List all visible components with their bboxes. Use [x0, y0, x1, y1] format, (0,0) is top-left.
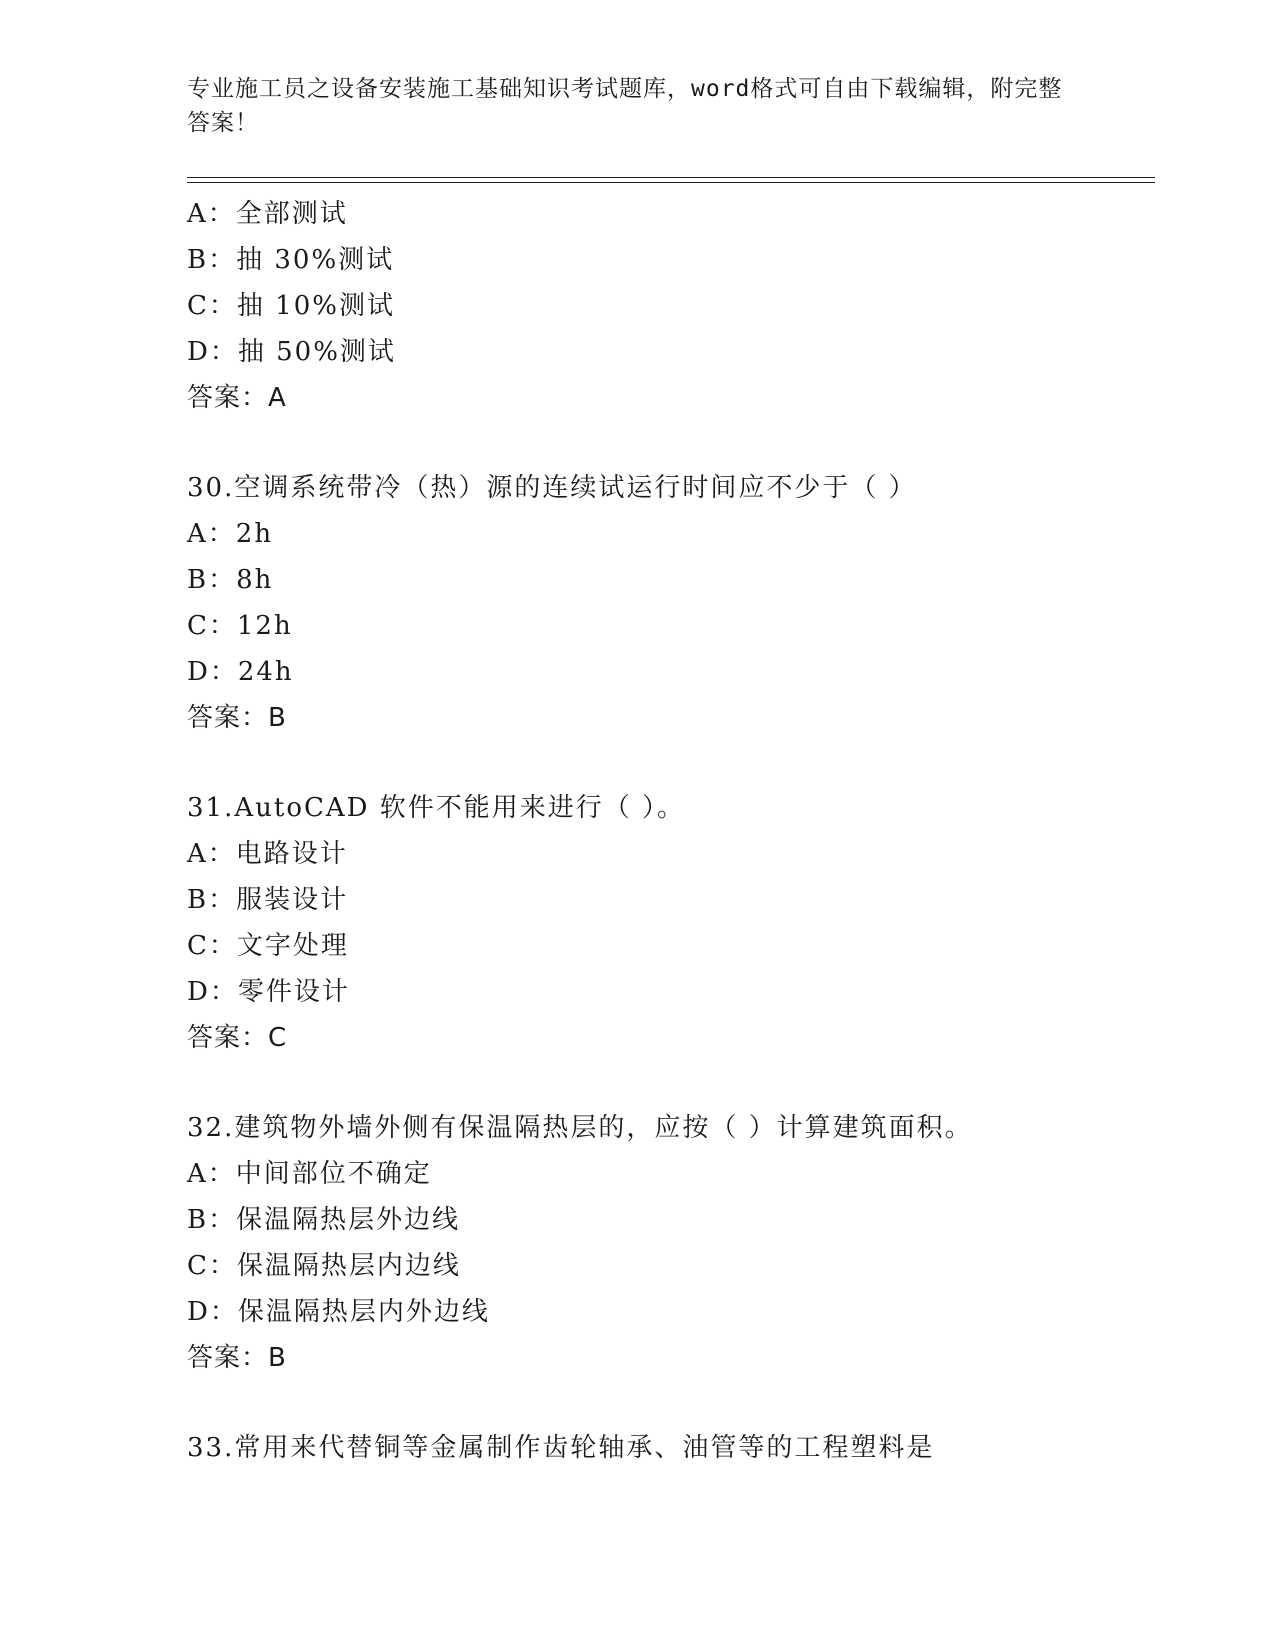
- option-d: D：保温隔热层内外边线: [187, 1297, 490, 1327]
- option-d: D：抽 50%测试: [187, 337, 396, 367]
- option-c: C：12h: [187, 611, 293, 641]
- question-text: 33.常用来代替铜等金属制作齿轮轴承、油管等的工程塑料是: [187, 1433, 935, 1463]
- option-b: B：服装设计: [187, 885, 349, 915]
- option-b: B：8h: [187, 565, 274, 595]
- option-d: D：24h: [187, 657, 294, 687]
- answer-line: 答案：C: [187, 1023, 288, 1053]
- option-a: A：中间部位不确定: [187, 1159, 432, 1189]
- question-block: [187, 1425, 1147, 1471]
- question-list: [187, 191, 1147, 1471]
- question-block: [187, 1105, 1147, 1381]
- question-text: 31.AutoCAD 软件不能用来进行（ ）。: [187, 793, 686, 823]
- question-text: 30.空调系统带冷（热）源的连续试运行时间应不少于（ ）: [187, 473, 917, 503]
- question-text: 32.建筑物外墙外侧有保温隔热层的，应按（ ）计算建筑面积。: [187, 1113, 973, 1143]
- option-d: D：零件设计: [187, 977, 350, 1007]
- question-block: [187, 191, 1147, 421]
- option-c: C：文字处理: [187, 931, 349, 961]
- question-block: [187, 785, 1147, 1061]
- option-c: C：保温隔热层内边线: [187, 1251, 461, 1281]
- option-b: B：保温隔热层外边线: [187, 1205, 461, 1235]
- header-divider-top: [187, 177, 1155, 178]
- option-c: C：抽 10%测试: [187, 291, 395, 321]
- document-intro: 专业施工员之设备安装施工基础知识考试题库，word格式可自由下载编辑，附完整答案！: [187, 76, 1063, 136]
- answer-line: 答案：B: [187, 703, 287, 733]
- answer-line: 答案：B: [187, 1343, 287, 1373]
- option-a: A：全部测试: [187, 199, 348, 229]
- header-divider-bottom: [187, 182, 1155, 183]
- option-a: A：2h: [187, 519, 274, 549]
- answer-line: 答案：A: [187, 383, 287, 413]
- option-b: B：抽 30%测试: [187, 245, 395, 275]
- question-block: [187, 465, 1147, 741]
- option-a: A：电路设计: [187, 839, 348, 869]
